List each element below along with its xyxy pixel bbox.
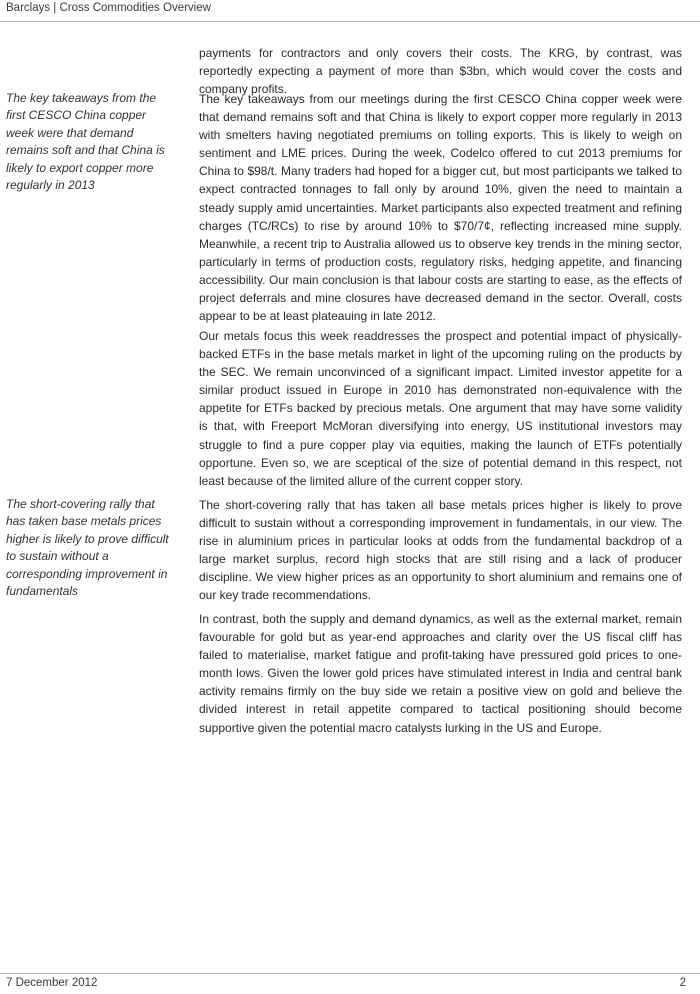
sidenote-short-covering-rally: The short-covering rally that has taken base metals prices higher is likely to prove difficult to sustain without a corresponding improvement in fundamentals [6,497,169,599]
paragraph-cesco-copper-week: The key takeaways from our meetings during the first CESCO China copper week were that demand remains soft and that China is likely to export copper more regularly in 2013 with smelters having negotiated premiums on tolling exports. This is likely to weigh on sentiment and LME prices. During the week, Codelco offered to cut 2013 premiums for China to $98/t. Many traders had hoped for a bigger cut, but most participants we talked to expect contracted tonnages to fall only by around 10%, given the need to maintain a steady supply amid uncertainties. Market participants also expected treatment and refining charges (TC/RCs) to rise by around 10% to $70/7¢, reflecting increased mine supply. Meanwhile, a recent trip to Australia allowed us to observe key trends in the mining sector, particularly in terms of production costs, regulatory risks, hedging appetite, and financing accessibility. Our main conclusion is that labour costs are starting to ease, as the effects of project deferrals and mine closures have decreased demand in the sector. Overall, costs appear to be at least plateauing in late 2012. [199,92,682,324]
body-paragraph [199,90,682,325]
body-paragraph [199,610,682,737]
sidenote-copper-takeaways: The key takeaways from the first CESCO China copper week were that demand remains soft and that China is likely to export copper more regularly in 2013 [6,91,165,193]
footer-rule [0,973,700,974]
footer-date: 7 December 2012 [6,977,98,989]
page-header: Barclays | Cross Commodities Overview [6,2,211,14]
paragraph-metals-etf-focus: Our metals focus this week readdresses the prospect and potential impact of physically-backed ETFs in the base metals market in light of the upcoming ruling on the products by the SEC. We remain unconvinced of a significant impact. Limited investor appetite for a similar product issued in Europe in 2010 has demonstrated non-equivalence with the appetite for ETFs backed by precious metals. One argument that may have some validity is that, with Freeport McMoran diversifying into energy, US institutional investors may struggle to find a pure copper play via equities, making the launch of ETFs potentially opportune. Even so, we are sceptical of the size of potential demand in this respect, not least because of the limited allure of the current copper story. [199,329,682,488]
header-rule [0,21,700,22]
paragraph-short-covering-rally: The short-covering rally that has taken all base metals prices higher is likely to prove difficult to sustain without a corresponding improvement in fundamentals, in our view. The rise in aluminium prices in particular looks at odds from the fundamental backdrop of a large market surplus, record high stocks that are still rising and a lack of producer discipline. We view higher prices as an opportunity to short aluminium and remains one of our key trade recommendations. [199,498,682,603]
paragraph-krg-payments: payments for contractors and only covers their costs. The KRG, by contrast, was reportedly expecting a payment of more than $3bn, which would cover the costs and company profits. [199,46,682,97]
paragraph-gold-outlook: In contrast, both the supply and demand dynamics, as well as the external market, remain favourable for gold but as year-end approaches and clarity over the US fiscal cliff has failed to materialise, market fatigue and profit-taking have pressured gold prices to one-month lows. Given the lower gold prices have stimulated interest in India and central bank activity remains firmly on the buy side we retain a positive view on gold and believe the divided interest in retail appetite compared to tactical positioning should become supportive given the potential macro catalysts lurking in the US and Europe. [199,612,682,735]
body-paragraph [199,327,682,490]
page-number: 2 [679,977,686,989]
body-paragraph [199,496,682,605]
